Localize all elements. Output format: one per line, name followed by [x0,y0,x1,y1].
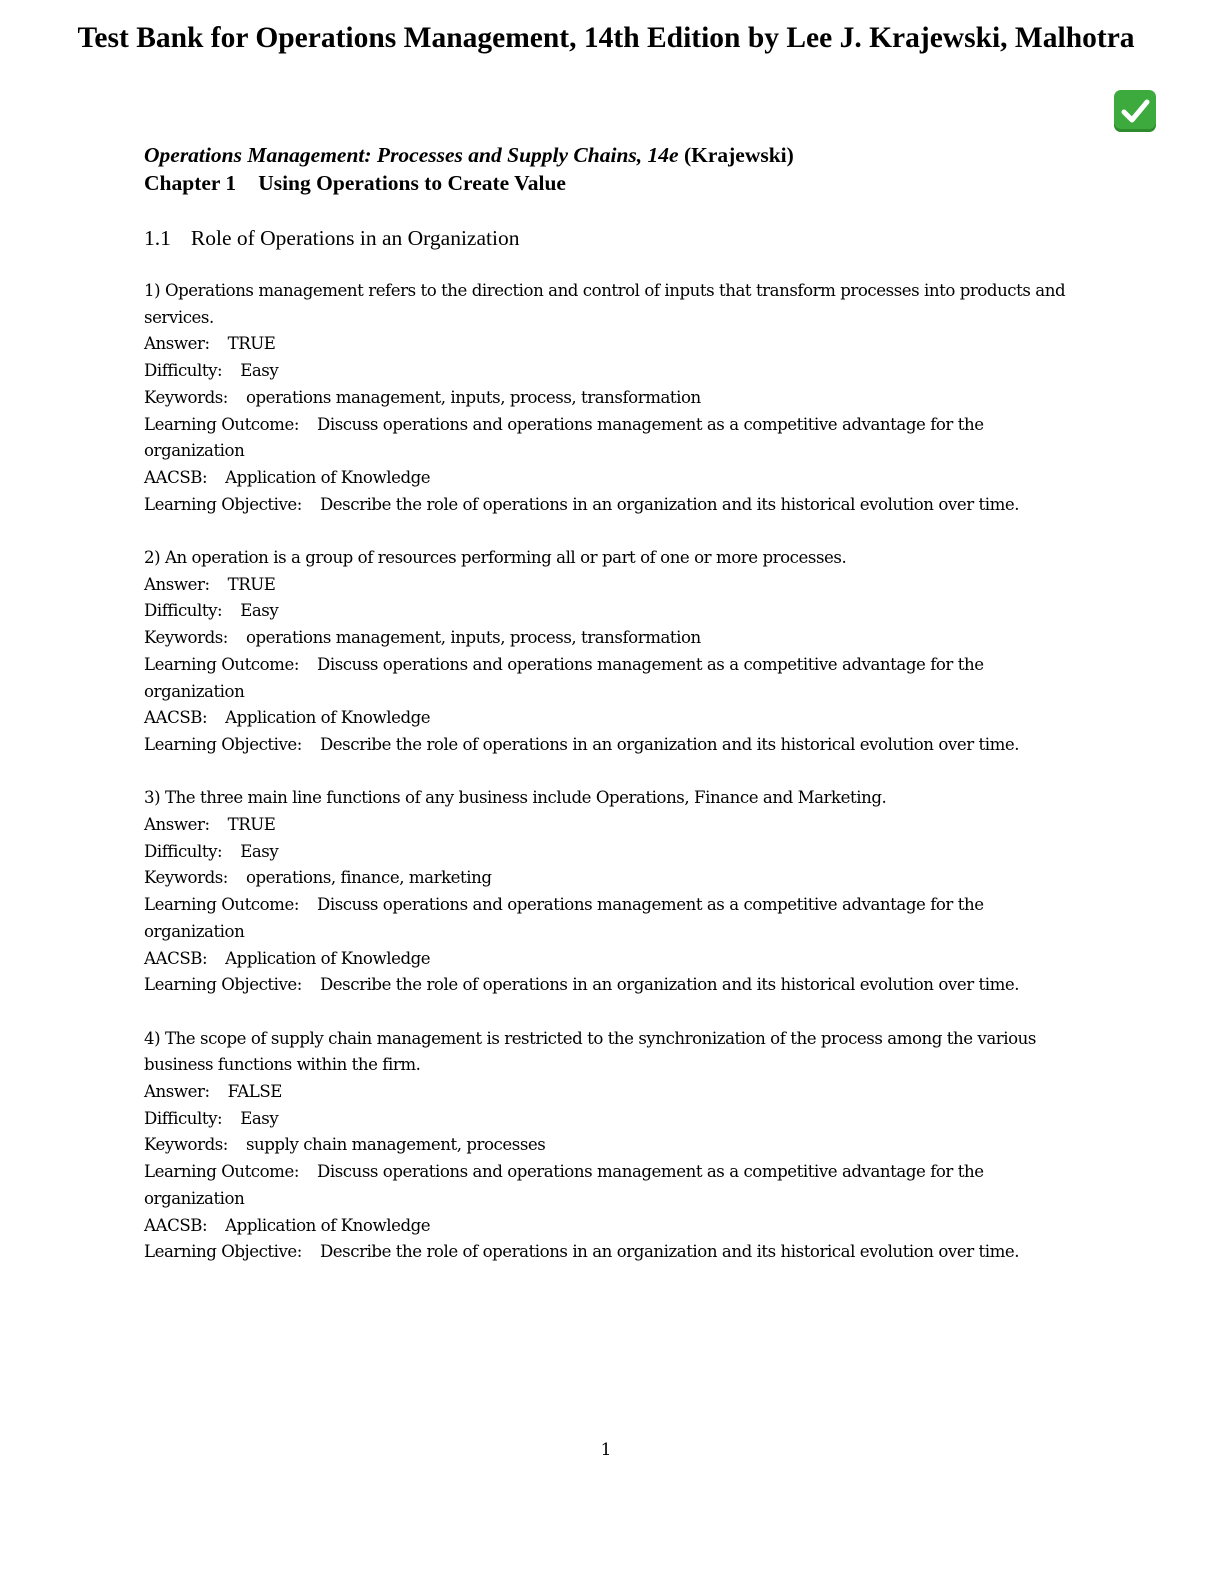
difficulty-value: Easy [240,1108,279,1128]
answer-label: Answer: [144,574,210,594]
difficulty-row [144,1106,1074,1133]
keywords-label: Keywords: [144,387,228,407]
difficulty-label: Difficulty: [144,1108,223,1128]
aacsb-row [144,465,1074,492]
answer-row [144,572,1074,599]
objective-row [144,492,1074,519]
question-text: 3) The three main line functions of any business include Operations, Finance and Marketing. [144,788,887,808]
keywords-label: Keywords: [144,628,228,648]
keywords-value: operations management, inputs, process, transformation [245,387,701,407]
aacsb-value: Application of Knowledge [225,1215,431,1235]
objective-value: Describe the role of operations in an organization and its historical evolution over time. [319,1242,1020,1262]
objective-value: Describe the role of operations in an organization and its historical evolution over time. [319,975,1020,995]
outcome-row [144,412,1074,465]
keywords-row [144,1132,1074,1159]
outcome-label: Learning Outcome: [144,414,299,434]
aacsb-row [144,946,1074,973]
document-title: Test Bank for Operations Management, 14th Edition by Lee J. Krajewski, Malhotra [77,22,1135,54]
aacsb-label: AACSB: [144,708,208,728]
difficulty-row [144,598,1074,625]
difficulty-label: Difficulty: [144,841,223,861]
outcome-value: Discuss operations and operations management as a competitive advantage for the organization [144,1162,984,1208]
section-heading [144,224,1074,252]
keywords-row [144,385,1074,412]
keywords-row [144,625,1074,652]
aacsb-label: AACSB: [144,467,208,487]
aacsb-value: Application of Knowledge [225,948,431,968]
objective-row [144,732,1074,759]
outcome-value: Discuss operations and operations management as a competitive advantage for the organization [144,414,984,461]
chapter-label: Chapter 1 [144,171,237,195]
outcome-value: Discuss operations and operations management as a competitive advantage for the organization [144,895,984,941]
objective-label: Learning Objective: [144,975,302,995]
objective-label: Learning Objective: [144,494,302,514]
question-item [144,785,1074,999]
book-title-line [144,141,1074,169]
question-text: 2) An operation is a group of resources performing all or part of one or more processes. [144,548,847,568]
section-number: 1.1 [144,226,171,250]
answer-value: TRUE [227,815,276,835]
outcome-label: Learning Outcome: [144,654,299,674]
section-title: Role of Operations in an Organization [190,226,520,250]
answer-value: TRUE [227,334,276,354]
difficulty-value: Easy [240,841,279,861]
answer-row [144,812,1074,839]
aacsb-row [144,705,1074,732]
answer-value: FALSE [227,1082,282,1102]
answer-row [144,331,1074,358]
answer-label: Answer: [144,334,210,354]
question-item [144,1026,1074,1266]
difficulty-value: Easy [240,361,279,381]
test-bank-content [144,141,1074,1293]
aacsb-row [144,1213,1074,1240]
question-text: 4) The scope of supply chain management is restricted to the synchronization of the process among the various business functions within the firm. [144,1028,1036,1075]
answer-label: Answer: [144,815,210,835]
question-text: 1) Operations management refers to the direction and control of inputs that transform processes into products and services. [144,281,1066,327]
outcome-row [144,1159,1074,1212]
keywords-value: operations management, inputs, process, transformation [245,628,701,648]
outcome-row [144,652,1074,705]
answer-row [144,1079,1074,1106]
outcome-row [144,892,1074,945]
objective-row [144,1239,1074,1266]
outcome-label: Learning Outcome: [144,895,299,915]
check-mark-icon [1114,90,1156,132]
keywords-row [144,865,1074,892]
answer-label: Answer: [144,1082,210,1102]
page-number: 1 [600,1440,612,1460]
answer-value: TRUE [227,574,276,594]
difficulty-row [144,358,1074,385]
objective-value: Describe the role of operations in an organization and its historical evolution over time. [319,734,1020,754]
chapter-heading [144,169,1074,197]
aacsb-label: AACSB: [144,1215,208,1235]
keywords-value: operations, finance, marketing [245,868,492,888]
objective-label: Learning Objective: [144,1242,302,1262]
keywords-value: supply chain management, processes [245,1135,546,1155]
outcome-value: Discuss operations and operations management as a competitive advantage for the organization [144,654,984,701]
difficulty-label: Difficulty: [144,601,223,621]
aacsb-value: Application of Knowledge [225,708,431,728]
objective-label: Learning Objective: [144,734,302,754]
book-author: (Krajewski) [683,143,794,167]
difficulty-label: Difficulty: [144,361,223,381]
keywords-label: Keywords: [144,868,228,888]
objective-row [144,972,1074,999]
objective-value: Describe the role of operations in an organization and its historical evolution over time. [319,494,1020,514]
question-item [144,545,1074,759]
book-name: Operations Management: Processes and Supply Chains, 14e [144,143,679,167]
keywords-label: Keywords: [144,1135,228,1155]
difficulty-value: Easy [240,601,279,621]
aacsb-label: AACSB: [144,948,208,968]
question-list [144,278,1074,1266]
question-item [144,278,1074,518]
difficulty-row [144,839,1074,866]
chapter-title: Using Operations to Create Value [258,171,566,195]
outcome-label: Learning Outcome: [144,1162,299,1182]
aacsb-value: Application of Knowledge [225,467,431,487]
